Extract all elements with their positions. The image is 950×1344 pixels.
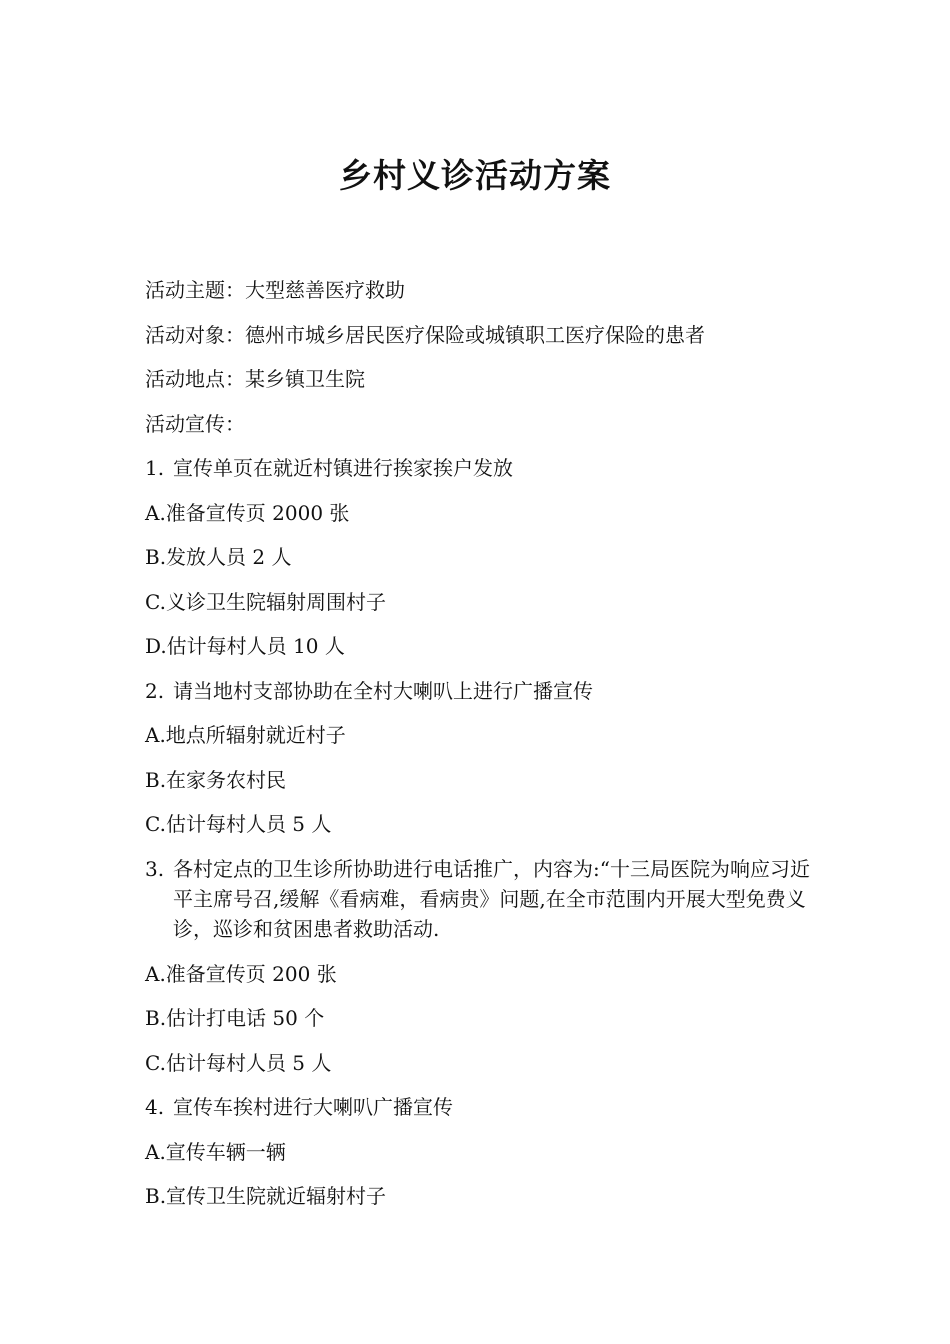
sub-item: B.宣传卫生院就近辐射村子 (145, 1184, 387, 1208)
sub-item: A.准备宣传页 200 张 (145, 961, 337, 986)
paragraph-publicity-heading: 活动宣传： (145, 411, 245, 436)
item-text: 请当地村支部协助在全村大喇叭上进行广播宣传 (173, 678, 593, 703)
item-text: 各村定点的卫生诊所协助进行电话推广，内容为:“十三局医院为响应习近平主席号召,缓解《看病难，看病贵》问题,在全市范围内开展大型免费义诊，巡诊和贫困患者救助活动. (173, 856, 810, 941)
item-text: 宣传单页在就近村镇进行挨家挨户发放 (173, 456, 513, 480)
sub-item: C.估计每村人员 5 人 (145, 1050, 332, 1075)
sub-item: A.宣传车辆一辆 (145, 1139, 286, 1164)
item-number: 4. (145, 1095, 165, 1119)
sub-item: B.估计打电话 50 个 (145, 1006, 325, 1030)
document-title: 乡村义诊活动方案 (339, 156, 611, 195)
paragraph-location: 活动地点：某乡镇卫生院 (145, 367, 365, 391)
numbered-item-2 (145, 669, 815, 714)
paragraph-theme: 活动主题：大型慈善医疗救助 (145, 278, 405, 302)
numbered-item-4 (145, 1085, 815, 1130)
sub-item: C.义诊卫生院辐射周围村子 (145, 589, 386, 614)
sub-item: B.发放人员 2 人 (145, 545, 292, 569)
item-number: 3. (145, 856, 165, 881)
sub-item: C.估计每村人员 5 人 (145, 812, 332, 836)
paragraph-target: 活动对象：德州市城乡居民医疗保险或城镇职工医疗保险的患者 (145, 322, 705, 347)
item-number: 1. (145, 456, 165, 480)
numbered-item-3 (145, 847, 815, 952)
document-body (145, 268, 815, 1219)
sub-item: A.地点所辐射就近村子 (145, 723, 346, 747)
sub-item: D.估计每村人员 10 人 (145, 634, 345, 658)
item-number: 2. (145, 678, 165, 703)
numbered-item-1 (145, 446, 815, 491)
sub-item: A.准备宣传页 2000 张 (145, 500, 350, 525)
item-text: 宣传车挨村进行大喇叭广播宣传 (173, 1095, 453, 1119)
sub-item: B.在家务农村民 (145, 767, 287, 792)
